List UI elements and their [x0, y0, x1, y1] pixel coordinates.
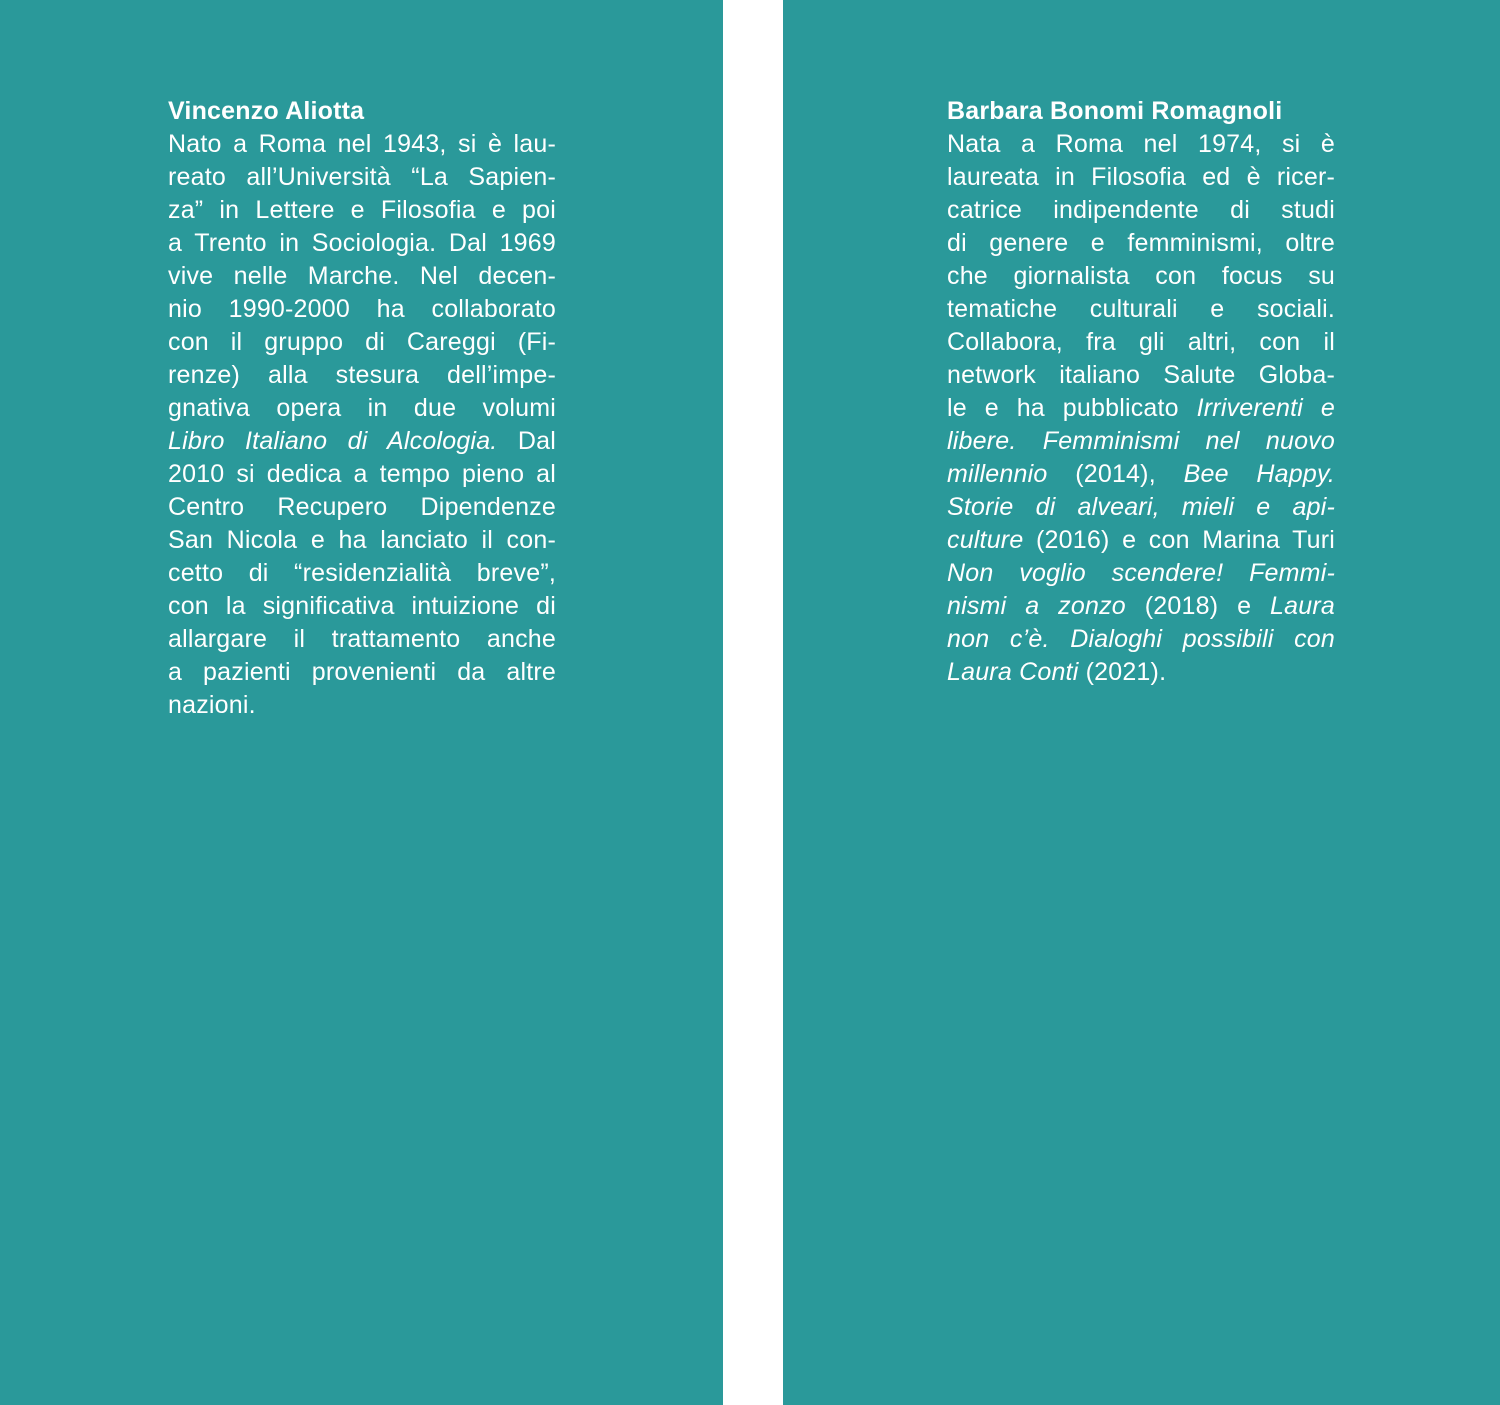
bio-line	[168, 590, 556, 623]
bio-line	[168, 161, 556, 194]
bio-line	[947, 557, 1335, 590]
bio-line	[168, 260, 556, 293]
bio-line	[168, 623, 556, 656]
bio-line-italic-segment: non c’è. Dialoghi possibili con	[947, 625, 1335, 653]
bio-line-segment: Centro Recupero Dipendenze	[168, 493, 556, 521]
bio-line-segment: cetto di “residenzialità breve”,	[168, 559, 556, 587]
bio-line-segment: gnativa opera in due volumi	[168, 394, 556, 422]
author-bio-right	[947, 95, 1335, 689]
bio-line-segment: 2010 si dedica a tempo pieno al	[168, 460, 556, 488]
bio-line-italic-segment: culture	[947, 526, 1024, 554]
bio-line	[947, 326, 1335, 359]
bio-line	[168, 425, 556, 458]
bio-line-segment: Collabora, fra gli altri, con il	[947, 328, 1335, 356]
bio-line-segment: allargare il trattamento anche	[168, 625, 556, 653]
bio-line	[947, 194, 1335, 227]
bio-line-italic-segment: Storie di alveari, mieli e api-	[947, 493, 1335, 521]
bio-line-segment: (2016) e con Marina Turi	[1023, 526, 1335, 554]
bio-line	[168, 392, 556, 425]
bio-line-italic-segment: Laura Conti	[947, 658, 1079, 686]
bio-line	[168, 326, 556, 359]
bio-line-segment: tematiche culturali e sociali.	[947, 295, 1335, 323]
bio-line-segment: nazioni.	[168, 691, 256, 719]
bio-line-segment: (2021).	[1078, 658, 1167, 686]
bio-line	[947, 458, 1335, 491]
bio-line-segment: network italiano Salute Globa-	[947, 361, 1335, 389]
author-name-left: Vincenzo Aliotta	[168, 97, 365, 125]
bio-line	[947, 227, 1335, 260]
bio-line	[947, 392, 1335, 425]
left-flap-panel	[0, 0, 723, 1405]
bio-line-segment: che giornalista con focus su	[947, 262, 1335, 290]
bio-line	[168, 458, 556, 491]
bio-line	[168, 557, 556, 590]
bio-line	[168, 128, 556, 161]
bio-line-segment: le e ha pubblicato	[947, 394, 1197, 422]
author-bio-text-left	[168, 128, 556, 722]
bio-line-segment: nio 1990-2000 ha collaborato	[168, 295, 556, 323]
bio-line-segment: San Nicola e ha lanciato il con-	[168, 526, 556, 554]
bio-line	[947, 161, 1335, 194]
bio-line	[168, 689, 556, 722]
bio-line-italic-segment: libere. Femminismi nel nuovo	[947, 427, 1335, 455]
bio-line	[947, 524, 1335, 557]
bio-line-segment: a pazienti provenienti da altre	[168, 658, 556, 686]
bio-line	[947, 491, 1335, 524]
bio-line	[168, 227, 556, 260]
bio-line	[947, 260, 1335, 293]
bio-line-segment: (2018) e	[1125, 592, 1271, 620]
bio-line	[168, 656, 556, 689]
bio-line-segment: di genere e femminismi, oltre	[947, 229, 1335, 257]
author-name-right: Barbara Bonomi Romagnoli	[947, 97, 1283, 125]
bio-line	[168, 194, 556, 227]
bio-line	[947, 293, 1335, 326]
bio-line-segment: con la significativa intuizione di	[168, 592, 556, 620]
bio-line-italic-segment: Non voglio scendere! Femmi-	[947, 559, 1335, 587]
bio-line-segment: za” in Lettere e Filosofia e poi	[168, 196, 556, 224]
bio-line	[168, 524, 556, 557]
panel-gutter	[723, 0, 783, 1405]
bio-line	[168, 359, 556, 392]
bio-line	[947, 590, 1335, 623]
bio-line-segment: (2014),	[1047, 460, 1184, 488]
bio-line-segment: Nata a Roma nel 1974, si è	[947, 130, 1335, 158]
author-bio-left	[168, 95, 556, 722]
bio-line-segment: con il gruppo di Careggi (Fi-	[168, 328, 556, 356]
bio-line-segment: reato all’Università “La Sapien-	[168, 163, 556, 191]
bio-line-segment: Dal	[497, 427, 557, 455]
bio-line	[168, 491, 556, 524]
author-bio-text-right	[947, 128, 1335, 689]
bio-line	[947, 359, 1335, 392]
bio-line-italic-segment: millennio	[947, 460, 1048, 488]
bio-line-segment: laureata in Filosofia ed è ricer-	[947, 163, 1335, 191]
bio-line-segment: catrice indipendente di studi	[947, 196, 1335, 224]
bio-line-italic-segment: Laura	[1270, 592, 1335, 620]
bio-line-segment: vive nelle Marche. Nel decen-	[168, 262, 556, 290]
bio-line-italic-segment: Irriverenti e	[1196, 394, 1336, 422]
right-flap-panel	[783, 0, 1500, 1405]
bio-line-segment: a Trento in Sociologia. Dal 1969	[168, 229, 556, 257]
bio-line	[947, 128, 1335, 161]
bio-line	[947, 656, 1335, 689]
bio-line	[947, 425, 1335, 458]
bio-line	[947, 623, 1335, 656]
bio-line-segment: renze) alla stesura dell’impe-	[168, 361, 556, 389]
bio-line-italic-segment: nismi a zonzo	[947, 592, 1126, 620]
bio-line-italic-segment: Bee Happy.	[1183, 460, 1335, 488]
bio-line-italic-segment: Libro Italiano di Alcologia.	[168, 427, 498, 455]
bio-line	[168, 293, 556, 326]
bio-line-segment: Nato a Roma nel 1943, si è lau-	[168, 130, 556, 158]
